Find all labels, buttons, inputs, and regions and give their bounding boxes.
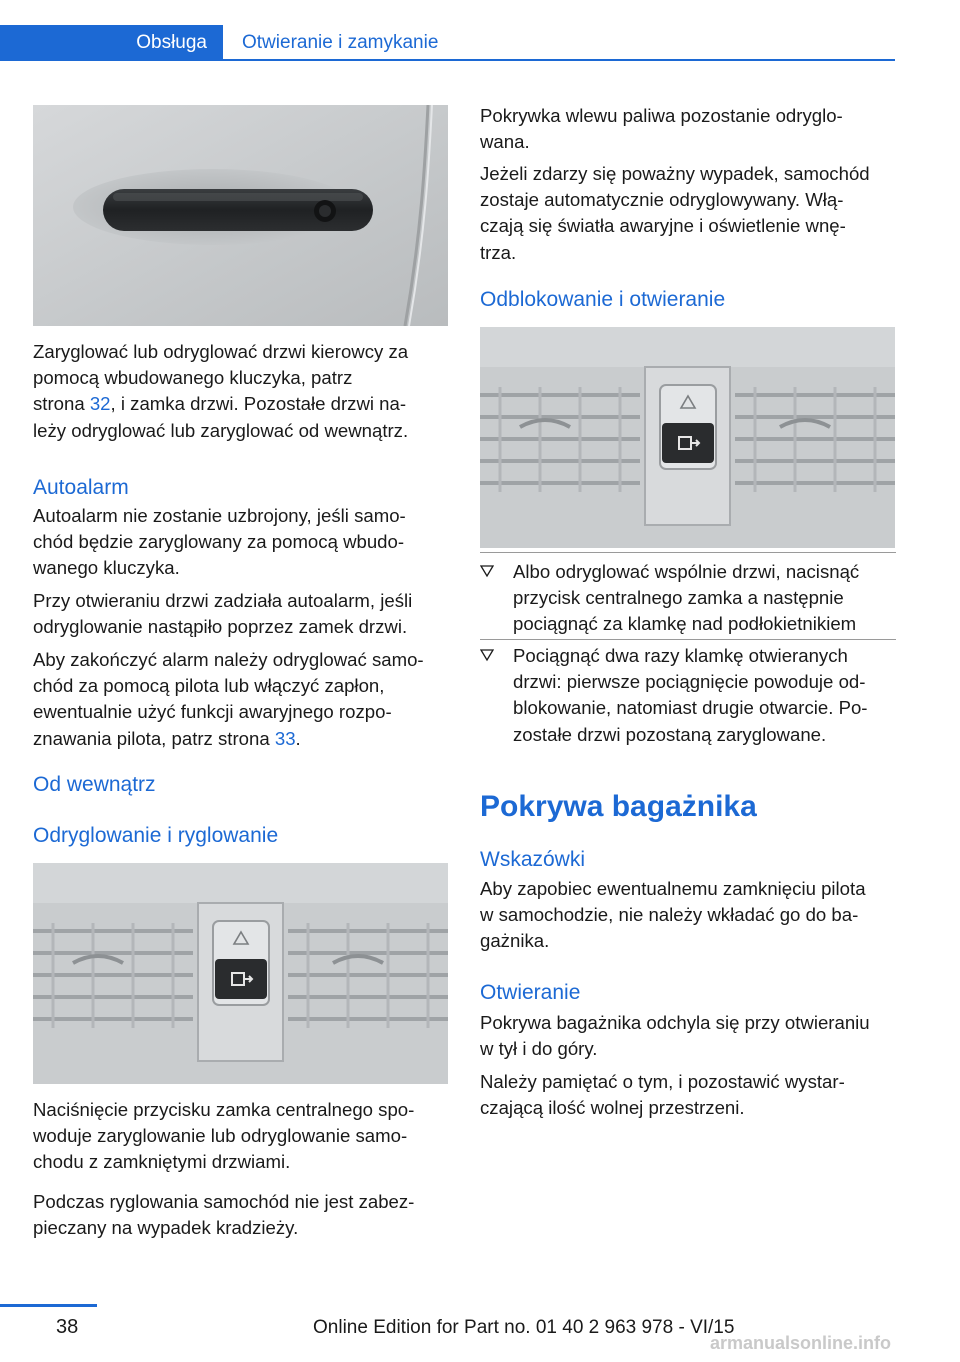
heading-unlock-lock: Odryglowanie i ryglowanie bbox=[33, 824, 279, 847]
p-open1-l1: Pokrywa bagażnika odchyla się przy otwieraniu bbox=[480, 1012, 870, 1033]
page-link-32[interactable]: 32 bbox=[89, 393, 111, 415]
p-theft bbox=[33, 1189, 414, 1241]
p-alarm3-l1: Aby zakończyć alarm należy odryglować samo‐ bbox=[33, 649, 424, 670]
bullet-text bbox=[513, 559, 896, 638]
page-link-33[interactable]: 33 bbox=[274, 727, 296, 749]
header-rule bbox=[223, 59, 895, 61]
header-tab-section bbox=[0, 25, 223, 61]
p-acc-l4: trza. bbox=[480, 241, 517, 263]
p-acc-l3: czają się światła awaryjne i oświetlenie wnę‐ bbox=[480, 215, 846, 237]
central-lock-button-image-left bbox=[33, 863, 448, 1084]
heading-trunk-lid: Pokrywa bagażnika bbox=[480, 790, 757, 823]
p-door-l3 bbox=[33, 391, 408, 417]
heading-opening: Otwieranie bbox=[480, 981, 581, 1004]
p-press-l1: Naciśnięcie przycisku zamka centralnego spo‐ bbox=[33, 1099, 415, 1120]
p-door-l2: pomocą wbudowanego kluczyka, patrz bbox=[33, 367, 353, 389]
p-notes-l3: gażnika. bbox=[480, 930, 550, 952]
bullet2-l1: Pociągnąć dwa razy klamkę otwieranych bbox=[513, 645, 848, 666]
p-door-l4: leży odryglować lub zaryglować od wewnątrz. bbox=[33, 419, 409, 441]
bullet-separator bbox=[480, 552, 896, 553]
p-alarm-2 bbox=[33, 588, 412, 640]
p-alarm-3 bbox=[33, 647, 424, 752]
bullet2-l4: zostałe drzwi pozostaną zaryglowane. bbox=[513, 723, 827, 745]
p-door-l1: Zaryglować lub odryglować drzwi kierowcy za bbox=[33, 341, 409, 362]
p-alarm3-l3: ewentualnie użyć funkcji awaryjnego rozpo‐ bbox=[33, 701, 392, 723]
heading-notes: Wskazówki bbox=[480, 848, 586, 871]
p-alarm1-l1: Autoalarm nie zostanie uzbrojony, jeśli samo‐ bbox=[33, 505, 406, 526]
bullet1-l1: Albo odryglować wspólnie drzwi, nacisnąć bbox=[513, 561, 860, 582]
p-door bbox=[33, 339, 408, 444]
p-alarm-1 bbox=[33, 503, 406, 582]
p-accident bbox=[480, 161, 870, 266]
door-handle-image bbox=[33, 105, 448, 326]
triangle-bullet-icon bbox=[480, 648, 494, 662]
p-theft-l1: Podczas ryglowania samochód nie jest zabez‐ bbox=[33, 1191, 415, 1212]
p-alarm1-l2: chód będzie zaryglowany za pomocą wbudo‐ bbox=[33, 531, 405, 553]
p-alarm3-l2: chód za pomocą pilota lub włączyć zapłon, bbox=[33, 675, 385, 697]
header-section-label: Obsługa bbox=[136, 32, 207, 53]
p-press-l2: woduje zaryglowanie lub odryglowanie samo‐ bbox=[33, 1125, 408, 1147]
p-acc-l1: Jeżeli zdarzy się poważny wypadek, samochód bbox=[480, 163, 870, 184]
page-number: 38 bbox=[56, 1316, 79, 1338]
p-alarm3-l4b: . bbox=[295, 727, 301, 749]
p-fuel-l2: wana. bbox=[480, 131, 530, 153]
edition-info: Online Edition for Part no. 01 40 2 963 978 - VI/15 bbox=[313, 1317, 735, 1338]
bullet-item bbox=[480, 559, 896, 641]
p-alarm2-l2: odryglowanie nastąpiło poprzez zamek drzwi. bbox=[33, 616, 408, 638]
p-notes bbox=[480, 876, 866, 955]
p-alarm1-l3: wanego kluczyka. bbox=[33, 557, 180, 579]
heading-autoalarm: Autoalarm bbox=[33, 476, 129, 499]
bullet-text bbox=[513, 643, 896, 748]
bullet1-l3: pociągnąć za klamkę nad podłokietnikiem bbox=[513, 613, 857, 635]
p-theft-l2: pieczany na wypadek kradzieży. bbox=[33, 1217, 299, 1239]
p-open2-l1: Należy pamiętać o tym, i pozostawić wystar‐ bbox=[480, 1071, 845, 1092]
central-lock-button-image-right bbox=[480, 327, 895, 548]
p-open1-l2: w tył i do góry. bbox=[480, 1038, 598, 1060]
p-alarm3-l4a: znawania pilota, patrz strona bbox=[33, 727, 275, 749]
watermark: armanualsonline.info bbox=[710, 1333, 892, 1353]
heading-from-inside: Od wewnątrz bbox=[33, 773, 156, 796]
p-alarm3-l4 bbox=[33, 726, 424, 752]
p-open-2 bbox=[480, 1069, 845, 1121]
triangle-bullet-icon bbox=[480, 564, 494, 578]
p-notes-l2: w samochodzie, nie należy wkładać go do ba‐ bbox=[480, 904, 859, 926]
header-chapter-label: Otwieranie i zamykanie bbox=[242, 32, 439, 53]
p-open2-l2: czającą ilość wolnej przestrzeni. bbox=[480, 1097, 745, 1119]
p-acc-l2: zostaje automatycznie odryglowywany. Włą‐ bbox=[480, 189, 844, 211]
footer-rule bbox=[0, 1304, 97, 1307]
bullet2-l3: blokowanie, natomiast drugie otwarcie. Po‐ bbox=[513, 697, 868, 719]
p-alarm2-l1: Przy otwieraniu drzwi zadziała autoalarm, jeśli bbox=[33, 590, 413, 611]
p-fuel bbox=[480, 103, 843, 155]
p-press bbox=[33, 1097, 414, 1176]
p-open-1 bbox=[480, 1010, 870, 1062]
p-door-l3a: strona bbox=[33, 393, 90, 415]
p-fuel-l1: Pokrywka wlewu paliwa pozostanie odryglo‐ bbox=[480, 105, 843, 126]
p-press-l3: chodu z zamkniętymi drzwiami. bbox=[33, 1151, 291, 1173]
bullet-item bbox=[480, 643, 896, 751]
bullet-separator bbox=[480, 639, 896, 640]
header-tab-chapter bbox=[242, 25, 438, 61]
bullet1-l2: przycisk centralnego zamka a następnie bbox=[513, 587, 844, 609]
p-door-l3b: , i zamka drzwi. Pozostałe drzwi na‐ bbox=[110, 393, 407, 415]
p-notes-l1: Aby zapobiec ewentualnemu zamknięciu pilota bbox=[480, 878, 866, 899]
heading-unlock-open: Odblokowanie i otwieranie bbox=[480, 288, 726, 311]
bullet2-l2: drzwi: pierwsze pociągnięcie powoduje od‐ bbox=[513, 671, 866, 693]
